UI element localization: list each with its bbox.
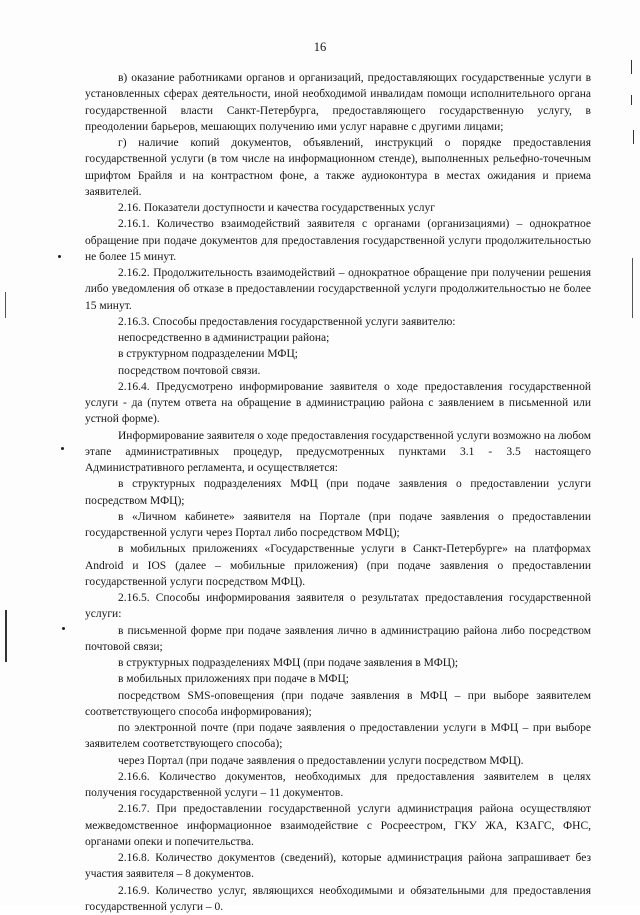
paragraph: 2.16.1. Количество взаимодействий заявителя с органами (организациями) – однократное обращение при подаче документов для предоставления государственной услуги продолжительностью не более 15 минут.: [85, 216, 591, 265]
paragraph: 2.16.4. Предусмотрено информирование заявителя о ходе предоставления государственной услуги - да (путем ответа на обращение в администрацию района с заявлением в письменной или устной форме).: [85, 379, 591, 428]
scan-dot: [58, 255, 61, 258]
paragraph: 2.16.9. Количество услуг, являющихся необходимыми и обязательными для предоставления государственной услуги – 0.: [85, 883, 591, 915]
paragraph: в мобильных приложениях при подаче в МФЦ;: [85, 671, 591, 687]
scan-mark: [631, 95, 632, 105]
paragraph: в структурном подразделении МФЦ;: [85, 346, 591, 362]
paragraph: 2.16.5. Способы информирования заявителя о результатах предоставления государственной услуги:: [85, 590, 591, 623]
scan-mark: [632, 258, 633, 318]
paragraph: 2.16. Показатели доступности и качества государственных услуг: [85, 200, 591, 216]
scan-dot: [62, 627, 65, 630]
paragraph: Информирование заявителя о ходе предоставления государственной услуги возможно на любом этапе административных процедур, предусмотренных пунктами 3.1 - 3.5 настоящего Административного регламента, и осуществляется:: [85, 428, 591, 477]
paragraph: в) оказание работниками органов и организаций, предоставляющих государственные услуги в установленных сферах деятельности, иной необходимой инвалидам помощи исполнительного органа государственной власти Санкт-Петербурга, предоставляющего государственную услугу, в преодолении барьеров, мешающих получению ими услуг наравне с другими лицами;: [85, 70, 591, 135]
document-body: [85, 70, 591, 915]
paragraph: непосредственно в администрации района;: [85, 330, 591, 346]
paragraph: в мобильных приложениях «Государственные услуги в Санкт-Петербурге» на платформах Android и IOS (далее – мобильные приложения) (при подаче заявления о предоставлении государственной услуги посредством МФЦ).: [85, 541, 591, 590]
scan-mark: [5, 292, 6, 318]
scan-mark: [5, 610, 7, 662]
page-number: 16: [0, 40, 640, 55]
paragraph: 2.16.2. Продолжительность взаимодействий – однократное обращение при получении решения либо уведомления об отказе в предоставлении государственной услуги продолжительностью не более 15 минут.: [85, 265, 591, 314]
paragraph: через Портал (при подаче заявления о предоставлении услуги посредством МФЦ).: [85, 753, 591, 769]
paragraph: 2.16.8. Количество документов (сведений), которые администрация района запрашивает без участия заявителя – 8 документов.: [85, 850, 591, 883]
scan-mark: [633, 130, 634, 144]
paragraph: 2.16.7. При предоставлении государственной услуги администрация района осуществляют межведомственное информационное взаимодействие с Росреестром, ГКУ ЖА, КЗАГС, ФНС, органами опеки и попечительства.: [85, 801, 591, 850]
scan-mark: [631, 60, 632, 74]
paragraph: посредством SMS-оповещения (при подаче заявления в МФЦ – при выборе заявителем соответствующего способа информирования);: [85, 688, 591, 721]
paragraph: в структурных подразделениях МФЦ (при подаче заявления о предоставлении услуги посредством МФЦ);: [85, 476, 591, 509]
paragraph: в «Личном кабинете» заявителя на Портале (при подаче заявления о предоставлении государственной услуги через Портал либо посредством МФЦ);: [85, 509, 591, 542]
paragraph: 2.16.3. Способы предоставления государственной услуги заявителю:: [85, 314, 591, 330]
paragraph: по электронной почте (при подаче заявления о предоставлении услуги в МФЦ – при выборе заявителем соответствующего способа);: [85, 720, 591, 753]
paragraph: посредством почтовой связи.: [85, 363, 591, 379]
paragraph: г) наличие копий документов, объявлений, инструкций о порядке предоставления государственной услуги (в том числе на информационном стенде), выполненных рельефно-точечным шрифтом Брайля и на контрастном фоне, а также аудиоконтура в местах ожидания и приема заявителей.: [85, 135, 591, 200]
paragraph: в структурных подразделениях МФЦ (при подаче заявления в МФЦ);: [85, 655, 591, 671]
paragraph: 2.16.6. Количество документов, необходимых для предоставления заявителем в целях получения государственной услуги – 11 документов.: [85, 769, 591, 802]
scan-dot: [61, 447, 64, 450]
paragraph: в письменной форме при подаче заявления лично в администрацию района либо посредством почтовой связи;: [85, 623, 591, 656]
